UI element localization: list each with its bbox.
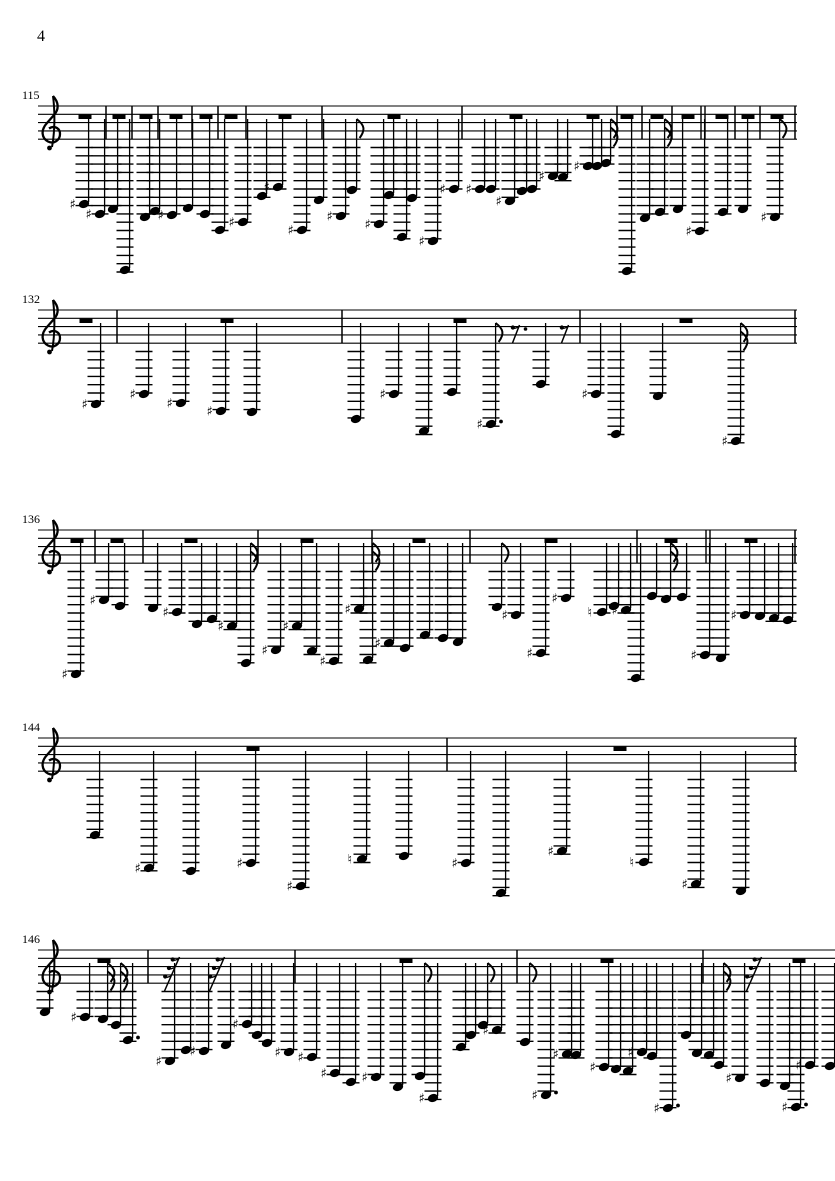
sharp-accidental: ♯ [725, 1071, 732, 1087]
rest-hook [163, 974, 167, 978]
whole-rest [716, 115, 729, 119]
notehead [824, 1061, 835, 1072]
whole-rest [71, 539, 84, 543]
rest-hook [511, 325, 515, 329]
note [722, 323, 748, 450]
note-flag [530, 963, 537, 982]
sharp-accidental: ♯ [326, 209, 333, 225]
note [552, 543, 575, 607]
note-flag [425, 963, 432, 982]
clef-curl [43, 520, 60, 566]
note [190, 963, 213, 1060]
note [619, 119, 636, 276]
note [396, 751, 413, 861]
clef-dot [47, 778, 52, 783]
sharp-accidental: ♯ [236, 856, 243, 872]
natural-accidental: ♮ [347, 852, 353, 868]
note [417, 543, 434, 640]
augmentation-dot [554, 1091, 558, 1095]
sharp-accidental: ♯ [531, 1088, 538, 1104]
sharp-accidental: ♯ [189, 1044, 196, 1060]
note [598, 119, 618, 168]
rest-stem [165, 957, 180, 991]
sharp-accidental: ♯ [287, 223, 294, 239]
note [452, 751, 475, 872]
note [419, 963, 442, 1107]
staff-system-136 [22, 512, 797, 683]
sharp-accidental: ♯ [89, 593, 96, 609]
note [654, 963, 680, 1117]
sharp-accidental: ♯ [551, 591, 558, 607]
note [180, 119, 197, 213]
treble-clef-icon [43, 300, 60, 354]
whole-rest [400, 959, 413, 963]
sharp-accidental: ♯ [134, 861, 141, 877]
whole-rest [80, 319, 93, 323]
sharp-accidental: ♯ [320, 1066, 327, 1082]
note [304, 543, 321, 656]
measure-number-label: 132 [22, 292, 40, 306]
whole-rest [221, 319, 234, 323]
whole-rest [388, 115, 401, 119]
note [189, 543, 206, 629]
staff-system-115 [22, 88, 797, 276]
sharp-accidental: ♯ [344, 602, 351, 618]
note [112, 543, 129, 611]
note [435, 543, 452, 643]
note [390, 963, 407, 1092]
thirtysecond-rest [163, 957, 179, 991]
note [532, 963, 558, 1104]
rest-hook [753, 957, 757, 961]
note [90, 543, 113, 609]
clef-tail [52, 940, 54, 991]
note [397, 543, 414, 653]
note [658, 543, 678, 604]
sharp-accidental: ♯ [361, 1070, 368, 1086]
note [320, 543, 343, 670]
sharp-accidental: ♯ [228, 215, 235, 231]
sharp-accidental: ♯ [653, 1101, 660, 1117]
augmentation-dot [136, 1036, 140, 1040]
rest-hook [167, 966, 171, 970]
note [553, 963, 576, 1063]
note [365, 119, 388, 233]
note [233, 963, 256, 1033]
whole-rest [225, 115, 238, 119]
sharp-accidental: ♯ [286, 879, 293, 895]
sharp-accidental: ♯ [795, 1058, 802, 1074]
sharp-accidental: ♯ [627, 1045, 634, 1061]
whole-rest [79, 115, 92, 119]
sharp-accidental: ♯ [162, 605, 169, 621]
note-flag [780, 119, 787, 138]
sharp-accidental: ♯ [611, 603, 618, 619]
sharp-accidental: ♯ [282, 619, 289, 635]
note [412, 963, 432, 1081]
sharp-accidental: ♯ [781, 1100, 788, 1116]
note [183, 751, 200, 876]
note [229, 119, 252, 231]
augmentation-dot [676, 1104, 680, 1108]
note [652, 119, 672, 217]
note [70, 119, 93, 213]
clef-dot [47, 146, 52, 151]
note [298, 963, 321, 1066]
sharp-accidental: ♯ [538, 169, 545, 185]
note [197, 119, 214, 219]
note [288, 119, 311, 239]
note [105, 119, 122, 214]
clef-curl [43, 96, 60, 142]
whole-rest [247, 747, 260, 751]
sharp-accidental: ♯ [465, 182, 472, 198]
sharp-accidental: ♯ [721, 434, 728, 450]
note [95, 963, 115, 1024]
sharp-accidental: ♯ [681, 877, 688, 893]
note [493, 751, 510, 898]
whole-rest [587, 115, 600, 119]
clef-dot [47, 350, 52, 355]
note [822, 963, 835, 1071]
note [218, 543, 241, 635]
note [628, 963, 651, 1061]
clef-curl [43, 300, 60, 346]
note [735, 119, 752, 214]
note [145, 543, 162, 613]
rest-hook [560, 325, 564, 329]
note [287, 751, 310, 895]
sharp-accidental: ♯ [166, 396, 173, 412]
note [419, 119, 442, 250]
note [82, 323, 105, 413]
sharp-accidental: ♯ [552, 1047, 559, 1063]
sharp-accidental: ♯ [482, 1023, 489, 1039]
note [218, 963, 235, 1050]
rest-hook [212, 966, 216, 970]
note [212, 119, 229, 235]
treble-clef-icon [43, 520, 60, 574]
note [713, 543, 730, 663]
rest-hook [745, 974, 749, 978]
whole-rest [279, 115, 292, 119]
note-flag [502, 543, 509, 562]
rest-hook [216, 957, 220, 961]
note [207, 323, 230, 420]
note [475, 963, 495, 1030]
sharp-accidental: ♯ [364, 217, 371, 233]
whole-rest [545, 539, 558, 543]
rest-hook [749, 966, 753, 970]
natural-accidental: ♮ [587, 605, 593, 621]
sharp-accidental: ♯ [589, 1060, 596, 1076]
note [517, 963, 537, 1047]
note [416, 323, 433, 436]
note [244, 323, 261, 417]
sharp-accidental: ♯ [547, 844, 554, 860]
whole-rest [614, 747, 627, 751]
whole-rest [200, 115, 213, 119]
whole-rest [301, 539, 314, 543]
whole-rest [510, 115, 523, 119]
note [590, 963, 613, 1076]
sharp-accidental: ♯ [61, 667, 68, 683]
whole-rest [113, 115, 126, 119]
staff-system-146 [22, 932, 835, 1117]
note [156, 963, 179, 1070]
note [283, 543, 306, 635]
note [686, 119, 709, 240]
natural-accidental: ♮ [629, 855, 635, 871]
sharp-accidental: ♯ [730, 608, 737, 624]
whole-rest [98, 959, 111, 963]
thirtysecond-rest [745, 957, 761, 991]
sharp-accidental: ♯ [685, 224, 692, 240]
sharp-accidental: ♯ [274, 1045, 281, 1061]
sharp-accidental: ♯ [526, 646, 533, 662]
note [343, 963, 360, 1087]
augmentation-dot [499, 420, 503, 424]
sharp-accidental: ♯ [319, 654, 326, 670]
note [137, 119, 154, 222]
note [796, 963, 819, 1074]
treble-clef-icon [43, 940, 60, 994]
sharp-accidental: ♯ [206, 404, 213, 420]
sharp-accidental: ♯ [418, 234, 425, 250]
sharp-accidental: ♯ [232, 1017, 239, 1033]
sharp-accidental: ♯ [69, 197, 76, 213]
note [533, 323, 550, 389]
whole-rest [621, 115, 634, 119]
sharp-accidental: ♯ [581, 387, 588, 403]
note [87, 751, 104, 840]
note [733, 751, 750, 896]
note [158, 119, 181, 224]
note [715, 119, 732, 217]
staff-system-144 [22, 720, 797, 898]
note [691, 543, 714, 664]
clef-curl [43, 728, 60, 774]
eighth-rest [560, 325, 569, 343]
sharp-accidental: ♯ [217, 619, 224, 635]
clef-curl [43, 940, 60, 986]
measure-number-label: 146 [22, 932, 40, 946]
note [527, 543, 550, 662]
note [275, 963, 298, 1061]
clef-tail [52, 300, 54, 351]
treble-clef-icon [43, 728, 60, 782]
sharp-accidental: ♯ [451, 856, 458, 872]
note [606, 543, 623, 611]
note [444, 323, 461, 397]
note [62, 543, 85, 683]
sharp-accidental: ♯ [263, 180, 270, 196]
clef-tail [52, 96, 54, 147]
note [782, 963, 808, 1116]
sharp-accidental: ♯ [297, 1050, 304, 1066]
note [178, 963, 195, 1055]
note [262, 543, 285, 659]
note [477, 323, 503, 433]
note [568, 963, 585, 1060]
note [311, 119, 328, 205]
whole-rest [682, 115, 695, 119]
note-flag [357, 119, 364, 138]
sharp-accidental: ♯ [155, 1054, 162, 1070]
measure-number-label: 136 [22, 512, 40, 526]
note [637, 119, 654, 223]
note [348, 751, 371, 868]
whole-rest [651, 115, 664, 119]
note [761, 119, 787, 226]
augmentation-dot [804, 1103, 808, 1107]
note [348, 323, 365, 424]
clef-tail [52, 728, 54, 779]
whole-rest [601, 959, 614, 963]
eighth-rest [511, 325, 528, 343]
sharp-accidental: ♯ [374, 636, 381, 652]
sharp-accidental: ♯ [495, 194, 502, 210]
sharp-accidental: ♯ [129, 387, 136, 403]
clef-tail [52, 520, 54, 571]
note [71, 963, 94, 1026]
whole-rest [771, 115, 784, 119]
clef-dot [47, 570, 52, 575]
sharp-accidental: ♯ [690, 648, 697, 664]
note [489, 543, 509, 612]
sharp-accidental: ♯ [261, 643, 268, 659]
note [757, 963, 774, 1088]
treble-clef-icon [43, 96, 60, 150]
whole-rest [111, 539, 124, 543]
measure-number-label: 144 [22, 720, 40, 734]
note [726, 963, 749, 1087]
sharp-accidental: ♯ [81, 397, 88, 413]
note [674, 543, 691, 602]
note-flag [496, 323, 503, 342]
sharp-accidental: ♯ [379, 387, 386, 403]
page-number: 4 [37, 28, 45, 45]
sharp-accidental: ♯ [70, 1010, 77, 1026]
sharp-accidental: ♯ [418, 1091, 425, 1107]
note [630, 751, 653, 871]
sharp-accidental: ♯ [476, 417, 483, 433]
sharp-accidental: ♯ [439, 182, 446, 198]
note [612, 543, 635, 619]
note [135, 751, 158, 877]
sharp-accidental: ♯ [157, 208, 164, 224]
sharp-accidental: ♯ [573, 159, 580, 175]
rest-stem [210, 957, 225, 991]
note [548, 751, 571, 860]
rest-dot [524, 327, 528, 331]
whole-rest [413, 539, 426, 543]
note [777, 963, 794, 1091]
whole-rest [742, 115, 755, 119]
sharp-accidental: ♯ [501, 608, 508, 624]
whole-rest [793, 959, 806, 963]
whole-rest [140, 115, 153, 119]
note [608, 323, 625, 439]
whole-rest [454, 319, 467, 323]
sharp-accidental: ♯ [760, 210, 767, 226]
whole-rest [680, 319, 693, 323]
note [321, 963, 344, 1082]
note [362, 963, 385, 1086]
whole-rest [185, 539, 198, 543]
measure-number-label: 115 [22, 88, 40, 102]
note [539, 119, 562, 185]
rest-hook [171, 957, 175, 961]
whole-rest [665, 539, 678, 543]
note-flag [488, 963, 495, 982]
note [238, 543, 258, 668]
rest-stem [747, 957, 762, 991]
whole-rest [170, 115, 183, 119]
note [450, 543, 467, 647]
note [682, 751, 705, 893]
sharp-accidental: ♯ [85, 207, 92, 223]
staff-system-132 [22, 292, 797, 450]
note [167, 323, 190, 412]
thirtysecond-rest [208, 957, 224, 991]
whole-rest [745, 539, 758, 543]
note [237, 751, 260, 872]
note [117, 119, 134, 275]
